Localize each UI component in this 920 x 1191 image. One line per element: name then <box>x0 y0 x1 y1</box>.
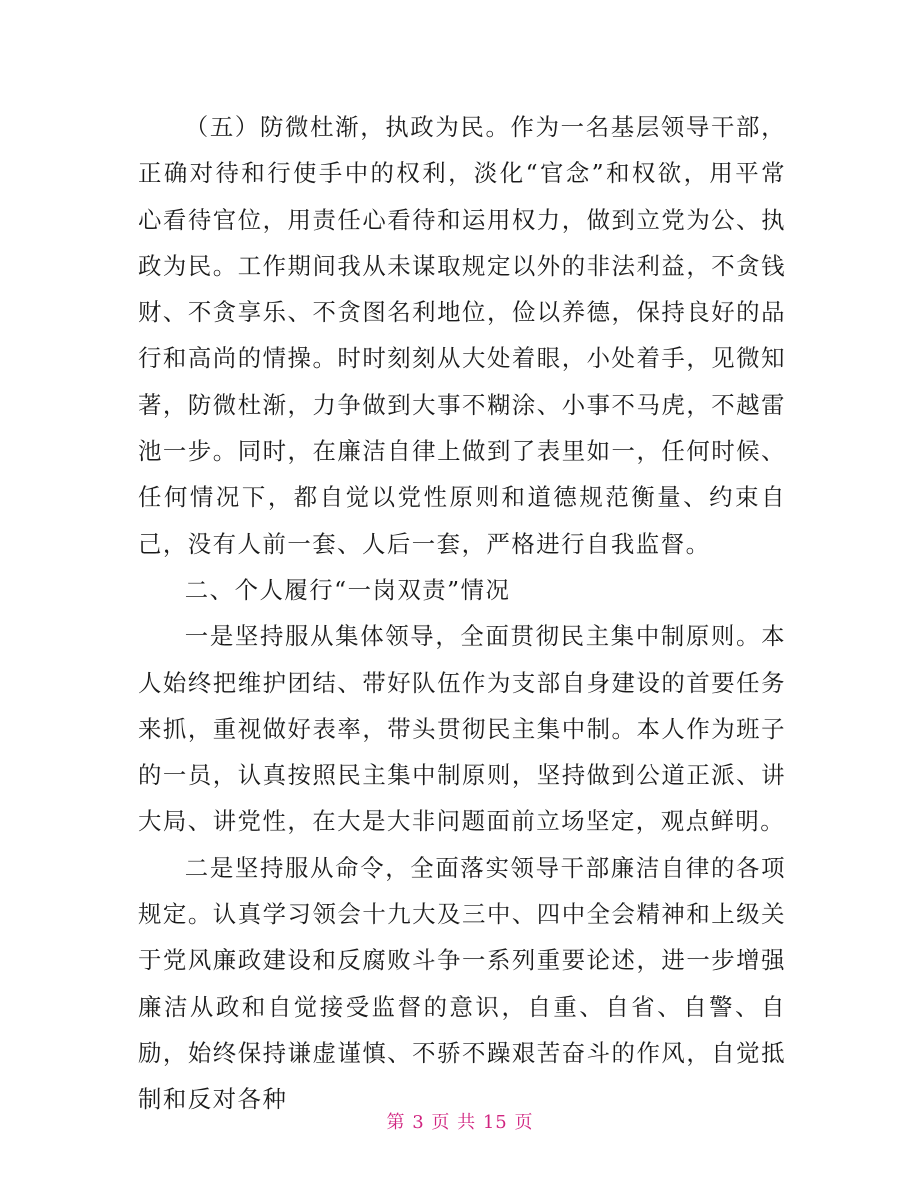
section-heading-one-post-two-duties: 二、个人履行“一岗双责”情况 <box>184 575 511 604</box>
page-number-text: 第 3 页 共 15 页 <box>386 1112 534 1133</box>
paragraph-collective-leadership: 一是坚持服从集体领导，全面贯彻民主集中制原则。本人始终把维护团结、带好队伍作为支部自身建设的首要任务来抓，重视做好表率，带头贯彻民主集中制。本人作为班子的一员，认真按照民主集中制原则，坚持做到公道正派、讲大局、讲党性，在大是大非问题面前立场坚定，观点鲜明。 <box>138 622 786 836</box>
paragraph-obey-orders: 二是坚持服从命令，全面落实领导干部廉洁自律的各项规定。认真学习领会十九大及三中、四中全会精神和上级关于党风廉政建设和反腐败斗争一系列重要论述，进一步增强廉洁从政和自觉接受监督的意识，自重、自省、自警、自励，始终保持谦虚谨慎、不骄不躁艰苦奋斗的作风，自觉抵制和反对各种 <box>138 853 786 1114</box>
paragraph-anti-corruption: （五）防微杜渐，执政为民。作为一名基层领导干部，正确对待和行使手中的权利，淡化“官念”和权欲，用平常心看待官位，用责任心看待和运用权力，做到立党为公、执政为民。工作期间我从未谋取规定以外的非法利益，不贪钱财、不贪享乐、不贪图名利地位，俭以养德，保持良好的品行和高尚的情操。时时刻刻从大处着眼，小处着手，见微知著，防微杜渐，力争做到大事不糊涂、小事不马虎，不越雷池一步。同时，在廉洁自律上做到了表里如一，任何时候、任何情况下，都自觉以党性原则和道德规范衡量、约束自己，没有人前一套、人后一套，严格进行自我监督。 <box>138 113 786 558</box>
page-number-footer <box>0 1110 920 1136</box>
document-body <box>138 104 786 1123</box>
